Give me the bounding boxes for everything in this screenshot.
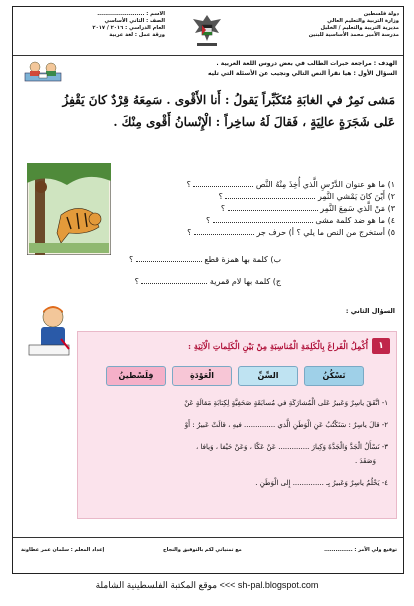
student-clipart-icon [21, 59, 65, 85]
tiger-monkey-illustration [27, 163, 111, 255]
student-name-field: الاسم : ........................ [97, 11, 165, 17]
answer-blank[interactable] [141, 283, 207, 284]
question-text: ج) كلمة بها لام قمرية [209, 277, 281, 286]
question-item: ج) كلمة بها لام قمرية ؟ [134, 277, 281, 286]
parent-signature: توقيع ولي الأمر : ............... [324, 547, 397, 553]
questions-block [119, 179, 395, 239]
word-bank-chip: نَسْكُنُ [304, 366, 364, 386]
question-text: ١) ما هو عنوان الدَّرْسِ الَّذي أُخِذَ مِنْهُ النَّص [255, 180, 395, 189]
exercise-sentence: ٣- نَسْأَلُ الْجَدَّ وَالْجَدَّةَ وَكِبارَ .............. عَنْ عَكّا ، وَعَنْ حَيْفا ، وَيافا ، [196, 443, 388, 451]
answer-blank[interactable] [213, 222, 313, 223]
footer-wishes: مع تمنياتي لكم بالتوفيق والنجاح [163, 547, 242, 553]
question-one-title: السؤال الأول : هيا نقرأ النص التالي ونجيب عن الأسئلة التي تليه [208, 70, 397, 77]
boy-writing-clipart-icon [25, 303, 75, 359]
question-text: ٣) مَنْ الَّذي سَمِعَ النَّمِر [320, 204, 395, 213]
reading-passage [19, 89, 395, 133]
answer-blank[interactable] [136, 261, 202, 262]
question-two-title: السؤال الثاني : [345, 307, 395, 315]
word-bank-chip: الْعَوْدَةِ [172, 366, 232, 386]
header-divider [13, 55, 403, 56]
header-institution [279, 11, 399, 39]
exercise-sentences [86, 396, 388, 490]
exercise-sentence: ١- اتَّفَقَ ياسِرٌ وَعَبيرُ عَلى الْمُشارَكَةِ في مُسابَقَةٍ صَحَفِيَّةٍ لِكِتابَةِ مَقالَةٍ عَنْ [184, 399, 388, 407]
teacher-credit: إعداد المعلم : سلمان عمر عطاونة [21, 547, 105, 553]
exercise-number-badge: ١ [372, 338, 390, 354]
header-right-line: دولة فلسطين [363, 11, 399, 17]
answer-blank[interactable] [193, 186, 253, 187]
sub-questions-block [111, 249, 281, 293]
header-right-line: مديرية التربية والتعليم / الخليل [320, 25, 399, 31]
exercise-box [77, 331, 397, 519]
question-text: ٥) أستخرج من النص ما يلي ؟ أ) حرف جر [256, 228, 395, 237]
school-year-label: العام الدراسي : ٢٠١٦ / ٢٠١٧ [92, 25, 165, 31]
question-item: ب) كلمة بها همزة قطع ؟ [129, 255, 281, 264]
question-item: ٣) مَنْ الَّذي سَمِعَ النَّمِر ؟ [220, 204, 395, 213]
question-item: ١) ما هو عنوان الدَّرْسِ الَّذي أُخِذَ مِنْهُ النَّص ؟ [186, 180, 395, 189]
word-bank-chip: السِّنِّ [238, 366, 298, 386]
header-student-info [69, 11, 165, 39]
grade-label: الصف : الثاني الأساسي [104, 18, 165, 24]
answer-blank[interactable] [228, 210, 318, 211]
passage-line: عَلى شَجَرَةٍ عالِيَةٍ ، فَقالَ لَهُ ساخِراً : الْإِنْسانُ أَقْوى مِنْكَ . [113, 115, 395, 129]
eagle-emblem-icon [187, 11, 227, 49]
question-text: ب) كلمة بها همزة قطع [204, 255, 281, 264]
word-bank [106, 366, 364, 386]
question-item: ٤) ما هو ضد كلمة مشى ؟ [205, 216, 395, 225]
worksheet-page [12, 6, 404, 574]
answer-blank[interactable] [225, 198, 315, 199]
answer-blank[interactable] [194, 234, 254, 235]
header-right-line: مدرسة الأمير محمد الأساسية للبنين [308, 32, 399, 38]
exercise-sentence: ٤- يَحْلُمُ ياسِرٌ وَعَبيرُ بِـ .............. إِلى الْوَطَنِ . [255, 479, 388, 487]
passage-line: مَشى نَمِرٌ في الغابَةِ مُتَكَبِّراً يَقولُ : أَنا الأَقْوى . سَمِعَهُ قِرْدٌ كانَ يَقْفِزُ [62, 93, 395, 107]
exercise-sentence: ٢- قالَ ياسِرٌ : سَنَكْتُبُ عَنِ الْوَطَنِ الَّذي .............. فيهِ ، قالَتْ عَبيرُ : أَوْ [184, 421, 388, 429]
exercise-sentence: وَصَفَدَ . [355, 457, 376, 465]
question-item: ٥) أستخرج من النص ما يلي ؟ أ) حرف جر ؟ [187, 228, 395, 237]
worksheet-goal: الهدف : مراجعة خبرات الطالب في بعض دروس اللغة العربية . [216, 60, 397, 67]
word-bank-chip: فِلَسْطينُ [106, 366, 166, 386]
exercise-title: أُكْمِلُ الْفَراغَ بِالْكَلِمَةِ الْمُناسِبَةِ مِنْ بَيْنِ الْكَلِماتِ الْآتِيَةِ : [188, 341, 368, 351]
worksheet-subject: ورقة عمل : لغة عربية [109, 32, 165, 38]
source-website-link[interactable]: موقع المكتبة الفلسطينية الشاملة <<< sh-pal.blogspot.com [95, 580, 319, 590]
question-item: ٢) أَيْنَ كانَ يَمْشي النَّمِر ؟ [218, 192, 395, 201]
footer-divider [13, 537, 403, 538]
question-text: ٤) ما هو ضد كلمة مشى [315, 216, 395, 225]
question-text: ٢) أَيْنَ كانَ يَمْشي النَّمِر [317, 192, 395, 201]
header-right-line: وزارة التربية والتعليم العالي [327, 18, 399, 24]
